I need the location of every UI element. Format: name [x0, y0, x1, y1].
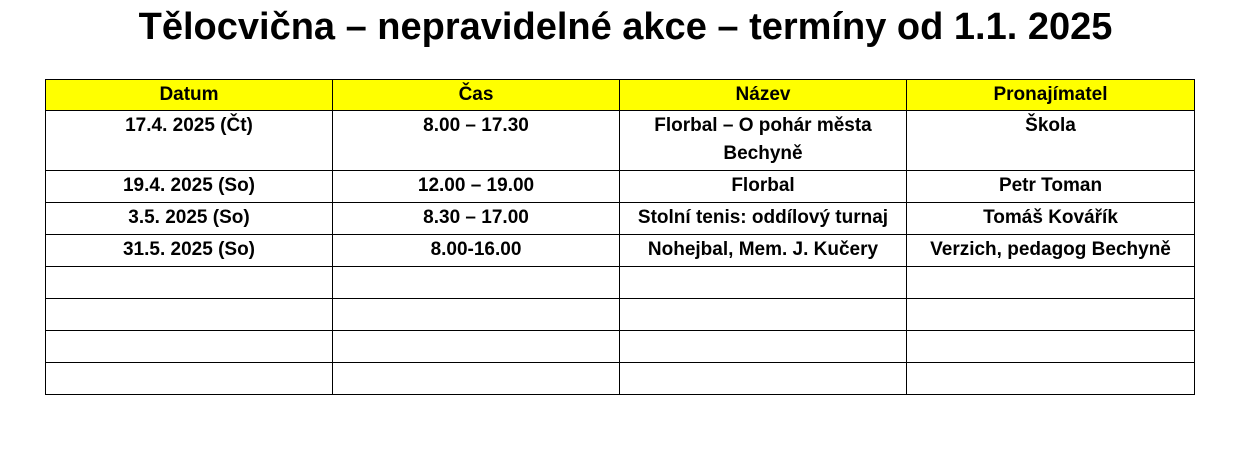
cell-datum [46, 299, 333, 331]
column-header-pronajimatel: Pronajímatel [907, 80, 1195, 111]
cell-cas [333, 363, 620, 395]
cell-cas: 8.00 – 17.30 [333, 111, 620, 171]
table-row [46, 171, 1195, 203]
cell-cas [333, 331, 620, 363]
table-row-empty [46, 363, 1195, 395]
cell-cas: 8.30 – 17.00 [333, 203, 620, 235]
schedule-table [45, 79, 1195, 395]
cell-cas: 8.00-16.00 [333, 235, 620, 267]
cell-pronajimatel [907, 363, 1195, 395]
cell-pronajimatel: Tomáš Kovářík [907, 203, 1195, 235]
cell-pronajimatel: Petr Toman [907, 171, 1195, 203]
cell-datum [46, 267, 333, 299]
cell-cas: 12.00 – 19.00 [333, 171, 620, 203]
cell-nazev [620, 267, 907, 299]
cell-pronajimatel: Verzich, pedagog Bechyně [907, 235, 1195, 267]
column-header-cas: Čas [333, 80, 620, 111]
cell-datum [46, 363, 333, 395]
cell-datum [46, 331, 333, 363]
cell-nazev: Florbal – O pohár města Bechyně [620, 111, 907, 171]
table-row-empty [46, 267, 1195, 299]
cell-pronajimatel [907, 299, 1195, 331]
cell-nazev: Florbal [620, 171, 907, 203]
cell-datum: 19.4. 2025 (So) [46, 171, 333, 203]
cell-nazev [620, 363, 907, 395]
table-row [46, 235, 1195, 267]
column-header-datum: Datum [46, 80, 333, 111]
cell-cas [333, 267, 620, 299]
table-row [46, 203, 1195, 235]
cell-datum: 3.5. 2025 (So) [46, 203, 333, 235]
cell-datum: 31.5. 2025 (So) [46, 235, 333, 267]
table-row [46, 111, 1195, 171]
table-row-empty [46, 299, 1195, 331]
cell-pronajimatel: Škola [907, 111, 1195, 171]
page-title: Tělocvična – nepravidelné akce – termíny od 1.1. 2025 [138, 6, 1113, 48]
cell-pronajimatel [907, 267, 1195, 299]
table-row-empty [46, 331, 1195, 363]
table-header-row [46, 80, 1195, 111]
cell-cas [333, 299, 620, 331]
cell-nazev [620, 331, 907, 363]
cell-nazev: Stolní tenis: oddílový turnaj [620, 203, 907, 235]
cell-pronajimatel [907, 331, 1195, 363]
cell-nazev [620, 299, 907, 331]
cell-datum: 17.4. 2025 (Čt) [46, 111, 333, 171]
cell-nazev: Nohejbal, Mem. J. Kučery [620, 235, 907, 267]
column-header-nazev: Název [620, 80, 907, 111]
